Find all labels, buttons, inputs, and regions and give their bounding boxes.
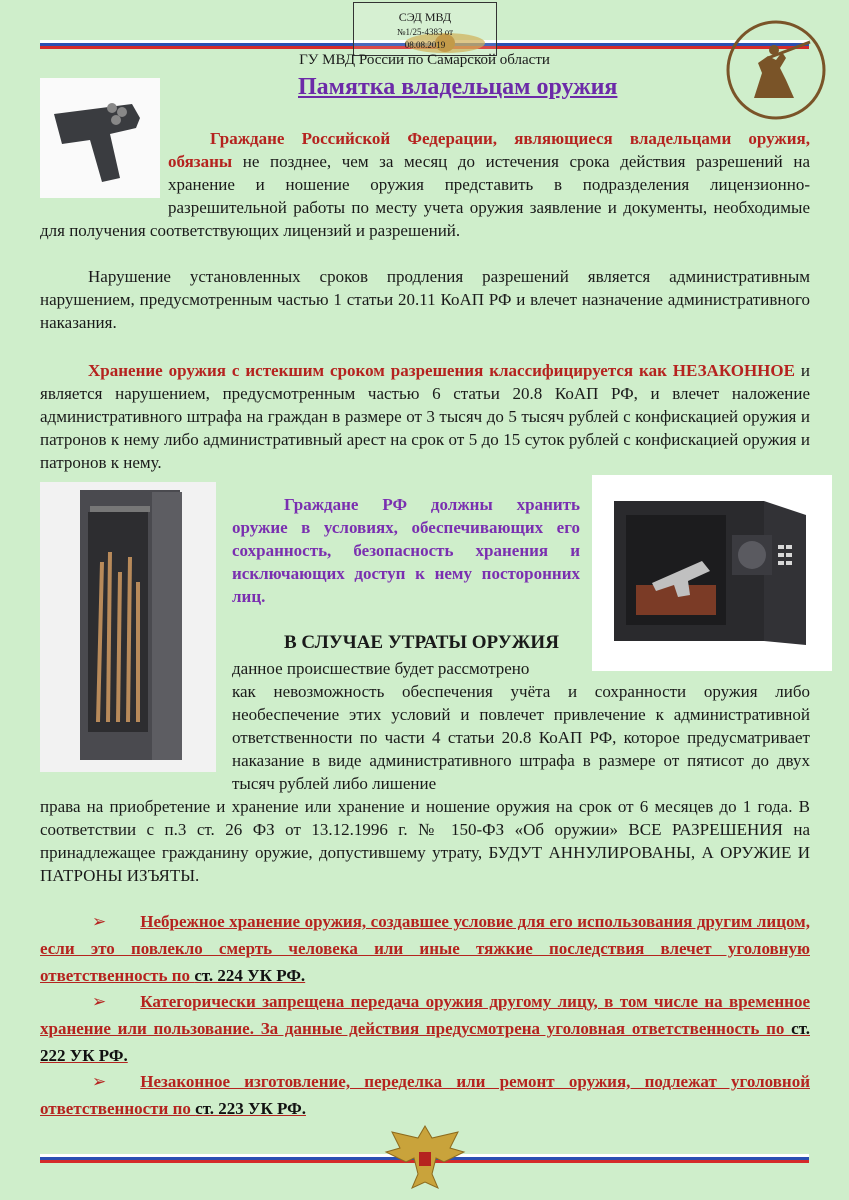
safe-with-pistol-photo <box>592 475 832 671</box>
para2-text: Нарушение установленных сроков продления разрешений является административным нарушением, предусмотренным частью 1 статьи 20.11 КоАП РФ и влечет назначение административного наказания. <box>40 267 810 332</box>
bullet-text: Категорически запрещена передача оружия другому лицу, в том числе на временное хранение или пользование. За данные действия предусмотрена уголовная ответственность по <box>40 992 810 1038</box>
para1-bold: Граждане Российской Федерации, являющиеся владельцами оружия, обязаны <box>168 129 810 171</box>
bullet-item-transfer-ban <box>40 988 810 1069</box>
bullet-arrow-icon: ➢ <box>92 992 107 1011</box>
stamp-line1: СЭД МВД <box>398 10 452 24</box>
bullet-item-illegal-manufacture <box>40 1068 810 1122</box>
bullet-law: ст. 222 УК РФ. <box>40 1019 810 1065</box>
organization-name: ГУ МВД России по Самарской области <box>299 52 550 68</box>
loss-heading: В СЛУЧАЕ УТРАТЫ ОРУЖИЯ <box>284 632 559 653</box>
bullet-item-careless-storage <box>40 908 810 989</box>
registration-stamp <box>353 2 497 56</box>
bullet-arrow-icon: ➢ <box>92 1072 107 1091</box>
paragraph-illegal-storage <box>40 359 810 474</box>
page-title: Памятка владельцам оружия <box>298 74 618 100</box>
bullet-law: ст. 224 УК РФ. <box>194 966 306 985</box>
bullet-text: Небрежное хранение оружия, создавшее условие для его использования другим лицом, если это повлекло смерть человека или иные тяжкие последствия влечет уголовную ответственность по <box>40 912 810 985</box>
bullet-arrow-icon: ➢ <box>92 912 107 931</box>
loss-text-narrow: как невозможность обеспечения учёта и сохранности оружия либо необеспечение этих условий и повлечет привлечение к административной ответственности по части 4 статьи 20.8 КоАП РФ, которое предусматривает наказание в виде административного штрафа в размере от пятисот до двух тысяч рублей либо лишение <box>232 682 810 793</box>
loss-line1: данное происшествие будет рассмотрено <box>232 659 530 678</box>
stamp-line2: №1/25-4383 от <box>396 27 454 37</box>
paragraph-safe-storage: Граждане РФ должны хранить оружие в условиях, обеспечивающих его сохранность, безопасность хранения и исключающих доступ к нему посторонних лиц. <box>232 495 580 606</box>
gun-cabinet-photo <box>40 482 216 772</box>
double-headed-eagle-icon <box>380 1118 470 1194</box>
paragraph-owners-obligations <box>40 127 810 242</box>
hunter-logo-icon <box>724 18 828 122</box>
bullet-text: Незаконное изготовление, переделка или ремонт оружия, подлежат уголовной ответственности по <box>40 1072 810 1118</box>
para3-text: и является нарушением, предусмотренным частью 6 статьи 20.8 КоАП РФ, и влечет наложение административного штрафа на граждан в размере от 3 тысяч до 5 тысяч рублей с конфискацией оружия и патронов к нему либо административный арест на срок от 5 до 15 суток рублей с конфискацией оружия и патронов к нему. <box>40 361 810 472</box>
loss-text-wide: права на приобретение и хранение или хранение и ношение оружия на срок от 6 месяцев до 1 года. В соответствии с п.3 ст. 26 ФЗ от 13.12.1996 г. № 150-ФЗ «Об оружии» ВСЕ РАЗРЕШЕНИЯ на принадлежащее гражданину оружие, допустившему утрату, БУДУТ АННУЛИРОВАНЫ, А ОРУЖИЕ И ПАТРОНЫ ИЗЪЯТЫ. <box>40 797 810 885</box>
paragraph-deadline-violation <box>40 265 810 334</box>
stamp-line3: 08.08.2019 <box>404 40 446 50</box>
bullet-law: ст. 223 УК РФ. <box>195 1099 306 1118</box>
para3-bold: Хранение оружия с истекшим сроком разрешения классифицируется как НЕЗАКОННОЕ <box>88 361 795 380</box>
para1-text: не позднее, чем за месяц до истечения срока действия разрешений на хранение и ношение оружия представить в подразделения лицензионно-разрешительной работы по месту учета оружия заявление и документы, необходимые для получения соответствующих лицензий и разрешений. <box>40 152 810 240</box>
